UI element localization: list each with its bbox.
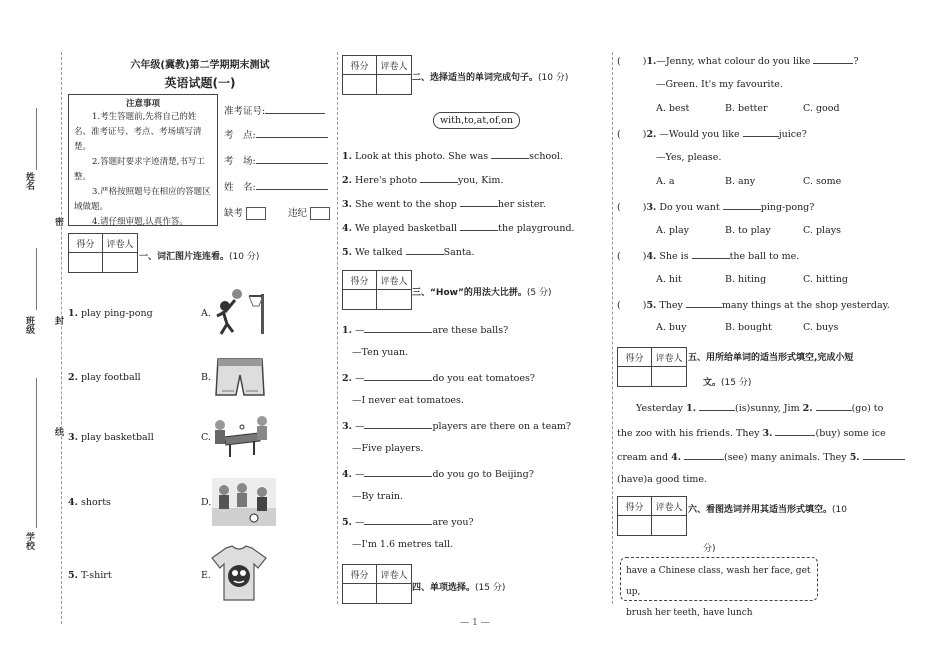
ping-pong-picture <box>212 413 270 461</box>
s3-blank-1[interactable] <box>364 323 432 333</box>
s1-item-1: 1. play ping-pong <box>68 308 153 319</box>
grader-cell[interactable] <box>652 367 686 386</box>
section5-title-1: 五、用所给单词的适当形式填空,完成小短 <box>688 353 854 363</box>
site-label: 考 点: <box>224 130 256 141</box>
s1-letter-b: B. <box>201 372 212 383</box>
s3-item-1: 1. — are these balls? <box>342 325 509 336</box>
score-label: 得分 <box>343 56 377 75</box>
s4-reply-2: —Yes, please. <box>656 152 722 163</box>
notice-title: 注意事项 <box>125 99 160 109</box>
s4-opt-4b: B. hiting <box>725 274 767 285</box>
absent-label: 缺考 <box>224 208 244 219</box>
s5-line-1: Yesterday 1. (is)sunny, Jim 2. (go) to <box>636 403 884 414</box>
s3-item-4: 4. — do you go to Beijing? <box>342 469 534 480</box>
s4-answer-4[interactable] <box>621 249 643 259</box>
grader-cell[interactable] <box>377 584 411 603</box>
s6-words-line-1: have a Chinese class, wash her face, get up, <box>626 566 811 597</box>
shorts-picture <box>214 355 266 399</box>
s4-blank-1[interactable] <box>813 54 853 64</box>
s3-item-5: 5. — are you? <box>342 517 474 528</box>
s4-opt-2b: B. any <box>725 176 756 187</box>
s5-blank-3[interactable] <box>775 426 815 436</box>
page-number: — 1 — <box>460 618 490 628</box>
s4-answer-5[interactable] <box>621 298 643 308</box>
s4-answer-3[interactable] <box>621 200 643 210</box>
s4-blank-3[interactable] <box>723 200 761 210</box>
grader-cell[interactable] <box>377 290 411 309</box>
score-label: 得分 <box>618 497 652 516</box>
s4-item-5: ( )5. They many things at the shop yesterday. <box>617 300 890 311</box>
site-field[interactable] <box>224 127 328 141</box>
score-box-1 <box>68 233 138 273</box>
exam-title: 六年级(冀教)第二学期期末测试 <box>130 60 270 71</box>
grader-label: 评卷人 <box>377 56 411 75</box>
s1-letter-e: E. <box>201 570 211 581</box>
s5-line-4: (have)a good time. <box>617 474 707 485</box>
s2-item-4: 4. We played basketball the playground. <box>342 223 575 234</box>
s4-item-4: ( )4. She is the ball to me. <box>617 251 800 262</box>
score-box-6 <box>617 496 687 536</box>
s3-answer-5: —I'm 1.6 metres tall. <box>352 539 454 550</box>
notice-item: 4.请仔细审题,认真作答。 <box>92 217 188 227</box>
binding-name-label: 姓名 <box>24 172 34 190</box>
s5-line-2: the zoo with his friends. They 3. (buy) some ice <box>617 428 886 439</box>
s5-blank-2[interactable] <box>816 401 852 411</box>
s2-item-3: 3. She went to the shop her sister. <box>342 199 546 210</box>
s4-item-3: ( )3. Do you want ping-pong? <box>617 202 815 213</box>
ticket-field[interactable] <box>224 103 325 117</box>
grader-label: 评卷人 <box>377 565 411 584</box>
score-box-3 <box>342 270 412 310</box>
column-divider-2 <box>612 52 613 604</box>
name-label: 姓 名: <box>224 182 256 193</box>
s2-item-1: 1. Look at this photo. She was school. <box>342 151 563 162</box>
grader-label: 评卷人 <box>377 271 411 290</box>
s1-item-2: 2. play football <box>68 372 141 383</box>
s4-opt-3c: C. plays <box>803 225 841 236</box>
s2-blank-2[interactable] <box>420 173 458 183</box>
s5-line-3: cream and 4. (see) many animals. They 5. <box>617 450 905 463</box>
s1-letter-a: A. <box>201 308 211 319</box>
binding-dashed-line <box>61 52 62 624</box>
s4-opt-1c: C. good <box>803 103 840 114</box>
grader-label: 评卷人 <box>652 497 686 516</box>
s2-blank-3[interactable] <box>460 197 498 207</box>
notice-box <box>68 94 218 226</box>
section2-wordbox: with,to,at,of,on <box>433 112 520 129</box>
s4-blank-2[interactable] <box>743 127 779 137</box>
s4-opt-2c: C. some <box>803 176 842 187</box>
binding-class-label: 班级 <box>24 316 34 334</box>
violation-label: 违纪 <box>288 208 308 219</box>
section5-title-2: 文。(15 分) <box>703 378 752 388</box>
s1-item-3: 3. play basketball <box>68 432 154 443</box>
grader-label: 评卷人 <box>652 348 686 367</box>
s1-letter-d: D. <box>201 497 212 508</box>
s3-blank-3[interactable] <box>364 419 432 429</box>
absent-checkbox[interactable] <box>246 207 266 220</box>
s4-opt-4c: C. hitting <box>803 274 848 285</box>
absent-field[interactable] <box>224 205 266 220</box>
s4-opt-2a: A. a <box>656 176 675 187</box>
basketball-picture <box>213 286 273 336</box>
s3-item-2: 2. — do you eat tomatoes? <box>342 373 535 384</box>
s4-opt-5a: A. buy <box>656 322 687 333</box>
score-cell[interactable] <box>343 584 377 603</box>
ticket-label: 准考证号: <box>224 106 266 117</box>
s3-answer-4: —By train. <box>352 491 404 502</box>
s1-item-5: 5. T-shirt <box>68 570 112 581</box>
column-divider-1 <box>337 52 338 604</box>
score-label: 得分 <box>343 565 377 584</box>
s3-answer-3: —Five players. <box>352 443 424 454</box>
s3-blank-5[interactable] <box>364 515 432 525</box>
score-cell[interactable] <box>618 367 652 386</box>
s4-item-2: ( )2. —Would you like juice? <box>617 129 807 140</box>
room-label: 考 场: <box>224 156 256 167</box>
grader-label: 评卷人 <box>103 234 137 253</box>
s5-blank-4[interactable] <box>684 450 724 460</box>
s4-opt-3b: B. to play <box>725 225 771 236</box>
score-label: 得分 <box>69 234 103 253</box>
binding-seal-feng: 封 <box>53 316 63 325</box>
s3-answer-1: —Ten yuan. <box>352 347 409 358</box>
s4-blank-5[interactable] <box>686 298 722 308</box>
s4-item-1: ( )1.—Jenny, what colour do you like ? <box>617 56 859 67</box>
s2-blank-4[interactable] <box>460 221 498 231</box>
s4-answer-2[interactable] <box>621 127 643 137</box>
s3-blank-2[interactable] <box>364 371 432 381</box>
football-picture <box>212 478 276 526</box>
s4-opt-3a: A. play <box>656 225 690 236</box>
s4-opt-1b: B. better <box>725 103 768 114</box>
s4-opt-5b: B. bought <box>725 322 772 333</box>
score-cell[interactable] <box>618 516 652 535</box>
s4-opt-5c: C. buys <box>803 322 839 333</box>
s4-blank-4[interactable] <box>692 249 730 259</box>
s4-reply-1: —Green. It's my favourite. <box>656 79 783 90</box>
score-box-5 <box>617 347 687 387</box>
s5-blank-1[interactable] <box>699 401 735 411</box>
s4-opt-1a: A. best <box>656 103 690 114</box>
s2-blank-1[interactable] <box>491 149 529 159</box>
score-label: 得分 <box>618 348 652 367</box>
section4-title: 四、单项选择。(15 分) <box>412 583 506 593</box>
violation-field[interactable] <box>288 205 330 220</box>
binding-seal-xian: 线 <box>53 427 63 436</box>
s3-item-3: 3. — players are there on a team? <box>342 421 571 432</box>
binding-rule-top <box>36 108 37 170</box>
score-label: 得分 <box>343 271 377 290</box>
section6-points-cont: 分) <box>703 544 716 554</box>
s3-blank-4[interactable] <box>364 467 432 477</box>
score-box-4 <box>342 564 412 604</box>
s6-words-line-2: brush her teeth, have lunch <box>626 608 753 618</box>
violation-checkbox[interactable] <box>310 207 330 220</box>
binding-school-label: 学校 <box>24 532 34 550</box>
binding-rule-class <box>36 248 37 310</box>
notice-item: 1.考生答题前,先将自己的姓名、准考证号、考点、考场填写清楚。 <box>74 112 202 152</box>
s2-item-2: 2. Here's photo you, Kim. <box>342 175 504 186</box>
s1-letter-c: C. <box>201 432 211 443</box>
section2-title: 二、选择适当的单词完成句子。(10 分) <box>412 73 569 83</box>
section6-title: 六、看图选词并用其适当形式填空。(10 <box>688 505 847 515</box>
s3-answer-2: —I never eat tomatoes. <box>352 395 464 406</box>
notice-item: 2.答题时要求字迹清楚,书写工整。 <box>74 157 205 182</box>
score-cell[interactable] <box>343 290 377 309</box>
s1-item-4: 4. shorts <box>68 497 111 508</box>
s2-item-5: 5. We talked Santa. <box>342 247 475 258</box>
binding-seal-mi: 密 <box>53 217 63 226</box>
s5-blank-5[interactable] <box>863 450 905 460</box>
tshirt-picture <box>210 544 268 602</box>
room-field[interactable] <box>224 153 328 167</box>
exam-subtitle: 英语试题(一) <box>164 76 236 90</box>
score-cell[interactable] <box>343 75 377 94</box>
section6-wordbox <box>620 557 818 618</box>
binding-rule-school <box>36 378 37 528</box>
grader-cell[interactable] <box>103 253 137 272</box>
section1-title: 一、词汇图片连连看。(10 分) <box>139 252 260 262</box>
section3-title: 三、“How”的用法大比拼。(5 分) <box>412 288 552 298</box>
notice-item: 3.严格按照题号在相应的答题区域做题。 <box>74 187 211 212</box>
s4-answer-1[interactable] <box>621 54 643 64</box>
score-box-2 <box>342 55 412 95</box>
s2-blank-5[interactable] <box>406 245 444 255</box>
s4-opt-4a: A. hit <box>656 274 682 285</box>
name-field[interactable] <box>224 179 328 193</box>
grader-cell[interactable] <box>652 516 686 535</box>
score-cell[interactable] <box>69 253 103 272</box>
grader-cell[interactable] <box>377 75 411 94</box>
